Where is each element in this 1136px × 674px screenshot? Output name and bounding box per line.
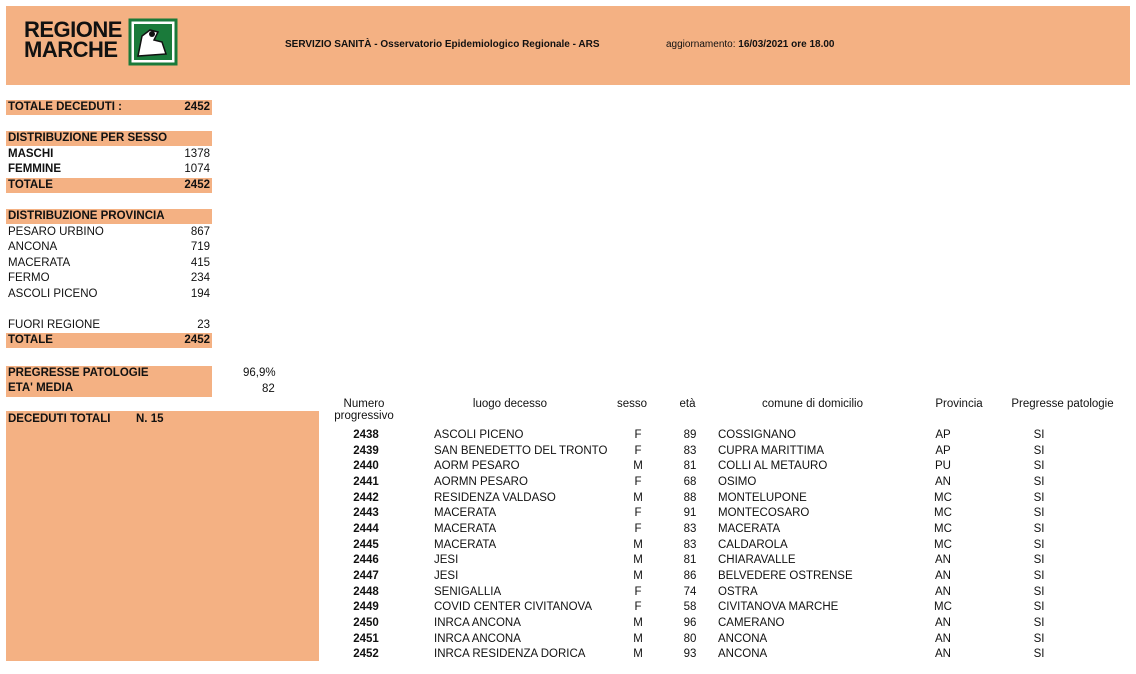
- province-row: [6, 287, 212, 302]
- total-deaths-value: 2452: [184, 101, 210, 113]
- table-row: [330, 537, 1104, 553]
- row-age: 93: [683, 648, 697, 661]
- sex-total-bar: [6, 178, 212, 193]
- province-total-label: TOTALE: [8, 334, 53, 346]
- row-residence: MONTECOSARO: [718, 507, 810, 520]
- province-value: 415: [190, 257, 210, 269]
- row-sex: F: [634, 507, 642, 520]
- row-pathologies: SI: [1033, 585, 1045, 598]
- province-label: MACERATA: [8, 257, 71, 269]
- row-pathologies: SI: [1033, 538, 1045, 551]
- total-deaths-label: TOTALE DECEDUTI :: [8, 101, 122, 113]
- row-age: 83: [683, 444, 697, 457]
- row-age: 58: [683, 601, 697, 614]
- row-residence: OSTRA: [718, 585, 758, 598]
- males-label: MASCHI: [8, 148, 54, 160]
- row-residence: CIVITANOVA MARCHE: [718, 601, 839, 614]
- daily-deaths-box: [6, 411, 319, 661]
- row-pathologies: SI: [1033, 522, 1045, 535]
- row-place: INRCA RESIDENZA DORICA: [434, 648, 586, 661]
- total-deaths-bar: [6, 100, 212, 115]
- row-sex: M: [633, 491, 643, 504]
- row-sex: M: [633, 460, 643, 473]
- daily-deaths-label: DECEDUTI TOTALI: [8, 413, 111, 425]
- pathologies-value: 96,9%: [243, 367, 276, 379]
- row-number: 2444: [353, 522, 379, 535]
- table-row: [330, 615, 1104, 631]
- row-province: MC: [934, 491, 952, 504]
- row-province: PU: [935, 460, 951, 473]
- deaths-table: [330, 427, 1104, 662]
- females-label: FEMMINE: [8, 163, 62, 175]
- row-pathologies: SI: [1033, 632, 1045, 645]
- row-age: 96: [683, 617, 697, 630]
- row-province: AP: [935, 444, 951, 457]
- header-banner: [6, 6, 1130, 85]
- males-row: [6, 147, 212, 162]
- row-number: 2450: [353, 617, 379, 630]
- pathologies-label: PREGRESSE PATOLOGIE: [8, 367, 149, 379]
- row-place: ASCOLI PICENO: [434, 428, 524, 441]
- header-eta: età: [679, 398, 696, 410]
- row-age: 88: [683, 491, 697, 504]
- row-place: COVID CENTER CIVITANOVA: [434, 601, 593, 614]
- row-number: 2445: [353, 538, 379, 551]
- row-number: 2441: [353, 475, 379, 488]
- province-value: 234: [190, 272, 210, 284]
- row-number: 2438: [353, 428, 379, 441]
- row-sex: M: [633, 538, 643, 551]
- table-row: [330, 490, 1104, 506]
- update-value: 16/03/2021 ore 18.00: [738, 39, 835, 50]
- row-residence: COSSIGNANO: [718, 428, 796, 441]
- row-sex: M: [633, 554, 643, 567]
- row-age: 89: [683, 428, 697, 441]
- row-place: AORM PESARO: [434, 460, 520, 473]
- province-label: FERMO: [8, 272, 50, 284]
- row-residence: MONTELUPONE: [718, 491, 807, 504]
- row-number: 2443: [353, 507, 379, 520]
- table-row: [330, 427, 1104, 443]
- row-residence: COLLI AL METAURO: [718, 460, 828, 473]
- table-row: [330, 521, 1104, 537]
- row-age: 83: [683, 522, 697, 535]
- row-sex: F: [634, 522, 642, 535]
- row-age: 80: [683, 632, 697, 645]
- table-row: [330, 505, 1104, 521]
- row-sex: F: [634, 475, 642, 488]
- row-place: RESIDENZA VALDASO: [434, 491, 556, 504]
- females-row: [6, 162, 212, 177]
- row-place: SAN BENEDETTO DEL TRONTO: [434, 444, 608, 457]
- row-province: AN: [935, 570, 951, 583]
- province-value: 194: [190, 288, 210, 300]
- row-place: INRCA ANCONA: [434, 617, 521, 630]
- table-row: [330, 647, 1104, 663]
- row-number: 2449: [353, 601, 379, 614]
- table-row: [330, 553, 1104, 569]
- row-age: 91: [683, 507, 697, 520]
- sex-total-label: TOTALE: [8, 179, 53, 191]
- logo-text-line2: MARCHE: [24, 37, 118, 62]
- table-row: [330, 443, 1104, 459]
- header-patologie: Pregresse patologie: [1011, 398, 1114, 410]
- province-row: [6, 240, 212, 255]
- row-province: MC: [934, 538, 952, 551]
- province-total-value: 2452: [184, 334, 210, 346]
- table-row: [330, 474, 1104, 490]
- row-place: JESI: [434, 570, 459, 583]
- row-place: MACERATA: [434, 522, 497, 535]
- header-luogo: luogo decesso: [472, 398, 548, 410]
- province-distribution-title: DISTRIBUZIONE PROVINCIA: [8, 210, 165, 222]
- row-sex: F: [634, 601, 642, 614]
- average-age-value: 82: [262, 383, 275, 395]
- row-place: INRCA ANCONA: [434, 632, 521, 645]
- row-residence: CHIARAVALLE: [718, 554, 796, 567]
- row-pathologies: SI: [1033, 460, 1045, 473]
- row-province: AN: [935, 585, 951, 598]
- province-value: 719: [190, 241, 210, 253]
- row-province: AN: [935, 632, 951, 645]
- row-pathologies: SI: [1033, 554, 1045, 567]
- row-residence: CUPRA MARITTIMA: [718, 444, 825, 457]
- out-of-region-row: [6, 318, 212, 333]
- table-row: [330, 631, 1104, 647]
- males-value: 1378: [184, 148, 210, 160]
- province-row: [6, 225, 212, 240]
- row-province: AN: [935, 475, 951, 488]
- row-pathologies: SI: [1033, 491, 1045, 504]
- row-sex: M: [633, 617, 643, 630]
- sex-total-value: 2452: [184, 179, 210, 191]
- row-age: 81: [683, 460, 697, 473]
- marche-emblem-icon: [128, 18, 178, 66]
- row-residence: BELVEDERE OSTRENSE: [718, 570, 853, 583]
- row-pathologies: SI: [1033, 507, 1045, 520]
- update-info: [666, 39, 834, 50]
- sex-distribution-title: DISTRIBUZIONE PER SESSO: [8, 132, 168, 144]
- header-comune: comune di domicilio: [762, 398, 863, 410]
- row-sex: M: [633, 570, 643, 583]
- update-label: aggiornamento:: [666, 39, 736, 50]
- row-province: MC: [934, 507, 952, 520]
- row-pathologies: SI: [1033, 570, 1045, 583]
- table-row: [330, 600, 1104, 616]
- row-residence: CAMERANO: [718, 617, 785, 630]
- row-place: AORMN PESARO: [434, 475, 528, 488]
- row-pathologies: SI: [1033, 601, 1045, 614]
- females-value: 1074: [184, 163, 210, 175]
- row-pathologies: SI: [1033, 648, 1045, 661]
- row-residence: ANCONA: [718, 648, 768, 661]
- daily-deaths-count: N. 15: [136, 413, 164, 425]
- province-value: 867: [190, 226, 210, 238]
- province-distribution-header: [6, 209, 212, 224]
- table-row: [330, 458, 1104, 474]
- row-number: 2446: [353, 554, 379, 567]
- row-number: 2447: [353, 570, 379, 583]
- row-number: 2451: [353, 632, 379, 645]
- table-row: [330, 584, 1104, 600]
- row-number: 2448: [353, 585, 379, 598]
- table-row: [330, 568, 1104, 584]
- province-row: [6, 271, 212, 286]
- row-pathologies: SI: [1033, 617, 1045, 630]
- row-number: 2442: [353, 491, 379, 504]
- header-provincia: Provincia: [935, 398, 983, 410]
- row-residence: CALDAROLA: [718, 538, 788, 551]
- row-province: AN: [935, 648, 951, 661]
- row-sex: M: [633, 632, 643, 645]
- pathologies-age-box: [6, 366, 212, 397]
- row-province: AN: [935, 554, 951, 567]
- row-sex: F: [634, 444, 642, 457]
- province-label: ANCONA: [8, 241, 58, 253]
- average-age-label: ETA' MEDIA: [8, 382, 74, 394]
- row-residence: OSIMO: [718, 475, 757, 488]
- out-of-region-value: 23: [197, 319, 210, 331]
- row-age: 81: [683, 554, 697, 567]
- row-age: 86: [683, 570, 697, 583]
- row-residence: MACERATA: [718, 522, 781, 535]
- row-pathologies: SI: [1033, 475, 1045, 488]
- service-title: SERVIZIO SANITÀ - Osservatorio Epidemiologico Regionale - ARS: [285, 39, 600, 50]
- province-row: [6, 256, 212, 271]
- row-number: 2440: [353, 460, 379, 473]
- row-province: AP: [935, 428, 951, 441]
- row-sex: F: [634, 585, 642, 598]
- row-place: MACERATA: [434, 538, 497, 551]
- province-total-bar: [6, 333, 212, 348]
- row-sex: M: [633, 648, 643, 661]
- row-age: 74: [683, 585, 697, 598]
- row-province: AN: [935, 617, 951, 630]
- row-number: 2452: [353, 648, 379, 661]
- row-pathologies: SI: [1033, 428, 1045, 441]
- row-sex: F: [634, 428, 642, 441]
- row-age: 83: [683, 538, 697, 551]
- header-sesso: sesso: [616, 398, 648, 410]
- row-residence: ANCONA: [718, 632, 768, 645]
- out-of-region-label: FUORI REGIONE: [8, 319, 101, 331]
- deaths-table-body: [330, 427, 1104, 662]
- row-place: SENIGALLIA: [434, 585, 502, 598]
- row-province: MC: [934, 522, 952, 535]
- row-place: MACERATA: [434, 507, 497, 520]
- logo-text-line1: REGIONE: [24, 17, 122, 42]
- province-label: PESARO URBINO: [8, 226, 104, 238]
- sex-distribution-header: [6, 131, 212, 146]
- row-number: 2439: [353, 444, 379, 457]
- row-place: JESI: [434, 554, 459, 567]
- province-label: ASCOLI PICENO: [8, 288, 98, 300]
- row-province: MC: [934, 601, 952, 614]
- row-pathologies: SI: [1033, 444, 1045, 457]
- header-numero: Numero progressivo: [334, 398, 394, 422]
- row-age: 68: [683, 475, 697, 488]
- regione-marche-logo: [24, 16, 184, 72]
